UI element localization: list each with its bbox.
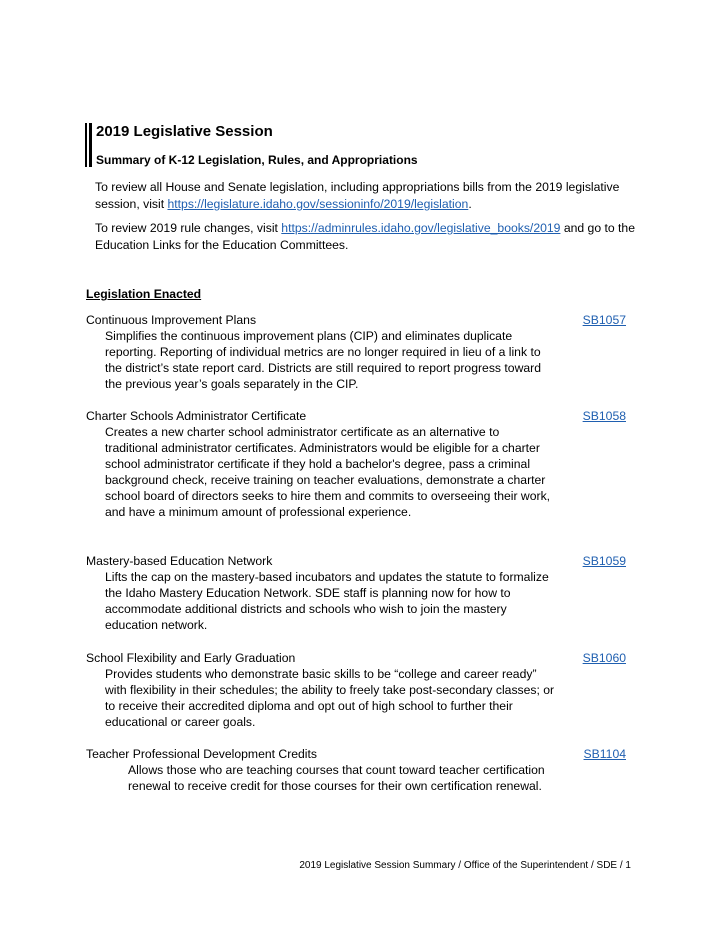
legislation-item [86,746,631,794]
bill-link[interactable]: SB1059 [582,554,626,568]
intro-paragraph-rules [95,220,640,254]
item-title: School Flexibility and Early Graduation [86,651,296,665]
bill-link[interactable]: SB1058 [582,409,626,423]
page-footer: 2019 Legislative Session Summary / Office of the Superintendent / SDE / 1 [299,860,631,871]
legislation-link[interactable]: https://legislature.idaho.gov/sessioninfo/2019/legislation [167,197,469,211]
intro-text: To review 2019 rule changes, visit [95,221,282,235]
legislation-item [86,650,631,730]
bill-link[interactable]: SB1057 [582,313,626,327]
legislation-item [86,312,631,392]
legislation-item [86,553,631,633]
item-description: Creates a new charter school administrator certificate as an alternative to traditional administrator certificates. Administrators would be eligible for a charter school administrator certificate if they hold a bachelor's degree, pass a criminal background check, receive training on teacher evaluations, demonstrate a charter school board of directors seeks to hire them and commits to overseeing their work, and have a minimum amount of professional experience. [105,425,551,519]
intro-text-end: . [468,197,472,211]
item-description: Allows those who are teaching courses that count toward teacher certification renewal to receive credit for those courses for their own certification renewal. [128,763,545,793]
bill-link[interactable]: SB1104 [583,747,626,761]
item-description: Provides students who demonstrate basic skills to be “college and career ready” with flexibility in their schedules; the ability to freely take post-secondary classes; or to receive their accredited diploma and opt out of high school to further their educational or career goals. [105,667,555,729]
page-subtitle: Summary of K-12 Legislation, Rules, and Appropriations [96,153,418,167]
item-title: Continuous Improvement Plans [86,313,257,327]
intro-paragraph-legislation [95,179,640,213]
item-title: Mastery-based Education Network [86,554,273,568]
item-description: Lifts the cap on the mastery-based incubators and updates the statute to formalize the Idaho Mastery Education Network. SDE staff is planning now for how to accommodate additional districts and schools who wish to join the mastery education network. [105,570,549,632]
page-title: 2019 Legislative Session [96,123,273,140]
item-title: Charter Schools Administrator Certificate [86,409,307,423]
title-rule-thin [85,123,87,167]
rules-link[interactable]: https://adminrules.idaho.gov/legislative_books/2019 [281,221,561,235]
section-heading: Legislation Enacted [86,287,202,301]
intro-text-end: and go to the Education Links for the Education Committees. [95,221,635,252]
item-title: Teacher Professional Development Credits [86,747,317,761]
legislation-item [86,408,631,520]
item-description: Simplifies the continuous improvement plans (CIP) and eliminates duplicate reporting. Reporting of individual metrics are no longer required in lieu of a link to the district’s state report card. Districts are still required to report progress toward the previous year’s goals separately in the CIP. [105,329,541,391]
intro-text: To review all House and Senate legislation, including appropriations bills from the 2019 legislative session, visit [95,180,620,211]
bill-link[interactable]: SB1060 [582,651,626,665]
title-rule-thick [89,123,92,167]
